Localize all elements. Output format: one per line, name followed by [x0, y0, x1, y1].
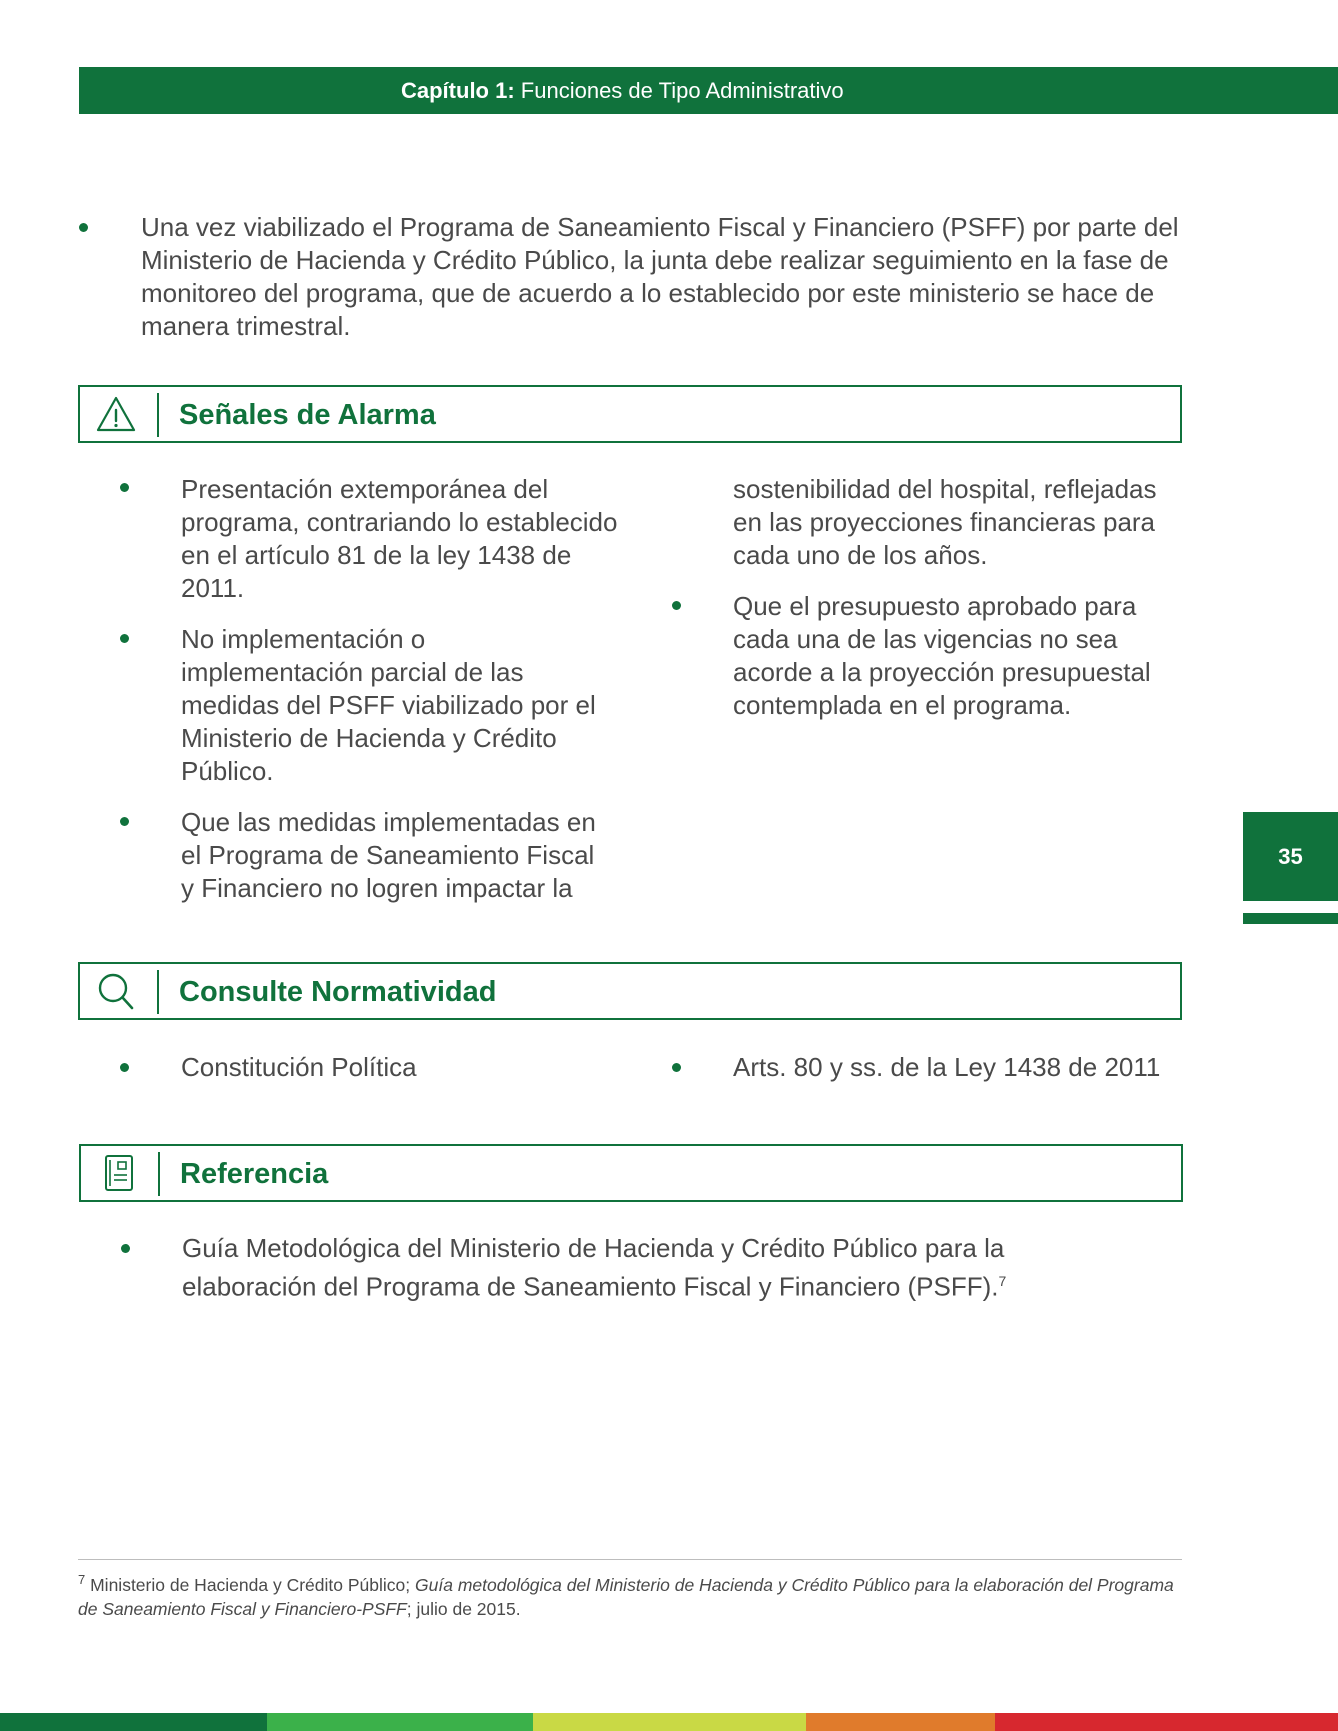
alarm-section-header	[78, 385, 1182, 443]
chapter-header	[79, 67, 1338, 114]
footnote-number: 7	[78, 1572, 86, 1587]
alarm-item-1: Presentación extemporánea del programa, contrariando lo establecido en el artículo 81 de la ley 1438 de 2011.	[181, 474, 618, 603]
list-bullet	[120, 634, 129, 643]
list-bullet	[672, 601, 681, 610]
chapter-heading	[401, 67, 844, 114]
section-divider	[158, 1152, 160, 1196]
page-number: 35	[1243, 812, 1338, 901]
normatividad-section-title: Consulte Normatividad	[179, 976, 497, 1008]
referencia-body: Guía Metodológica del Ministerio de Hacienda y Crédito Público para la elaboración del Programa de Saneamiento Fiscal y Financiero (PSFF).	[182, 1233, 1005, 1302]
referencia-section-header	[79, 1144, 1183, 1202]
list-bullet	[672, 1063, 681, 1072]
normatividad-section-header	[78, 962, 1182, 1020]
list-bullet	[120, 1063, 129, 1072]
color-strip-segment	[995, 1713, 1338, 1731]
list-bullet	[120, 483, 129, 492]
intro-paragraph: Una vez viabilizado el Programa de Saneamiento Fiscal y Financiero (PSFF) por parte del Ministerio de Hacienda y Crédito Público, la junta debe realizar seguimiento en la fase de monitoreo del programa, que de acuerdo a lo establecido por este ministerio se hace de manera trimestral.	[141, 212, 1179, 341]
list-bullet	[121, 1244, 130, 1253]
referencia-section-title: Referencia	[180, 1158, 329, 1190]
alarm-section-title: Señales de Alarma	[179, 399, 436, 431]
normatividad-item-2: Arts. 80 y ss. de la Ley 1438 de 2011	[733, 1052, 1161, 1082]
footnote	[78, 1568, 1188, 1621]
chapter-label: Capítulo 1:	[401, 78, 515, 103]
color-strip-segment	[533, 1713, 806, 1731]
footnote-rule	[78, 1559, 1182, 1560]
search-icon	[94, 971, 138, 1011]
footnote-tail: ; julio de 2015.	[406, 1598, 521, 1619]
list-bullet	[120, 817, 129, 826]
alarm-item-2: No implementación o implementación parcial de las medidas del PSFF viabilizado por el Ministerio de Hacienda y Crédito Público.	[181, 624, 596, 786]
color-strip-segment	[267, 1713, 533, 1731]
document-icon	[95, 1153, 139, 1193]
intro-bullet	[79, 223, 88, 232]
referencia-text	[182, 1232, 1082, 1304]
chapter-title: Funciones de Tipo Administrativo	[520, 78, 844, 103]
warning-triangle-icon	[94, 394, 138, 434]
section-divider	[157, 393, 159, 437]
footnote-title: Guía metodológica del Ministerio de Hacienda y Crédito Público para la elaboración del Programa de Saneamiento Fiscal y Financiero-PSFF	[78, 1574, 1174, 1619]
alarm-item-3: Que las medidas implementadas en el Programa de Saneamiento Fiscal y Financiero no logren impactar la	[181, 807, 596, 903]
footnote-lead: Ministerio de Hacienda y Crédito Público;	[90, 1574, 411, 1595]
color-strip-segment	[806, 1713, 995, 1731]
page-tab-line	[1243, 913, 1338, 924]
color-strip-segment	[0, 1713, 267, 1731]
footnote-mark: 7	[998, 1273, 1007, 1289]
alarm-item-4: Que el presupuesto aprobado para cada una de las vigencias no sea acorde a la proyección presupuestal contemplada en el programa.	[733, 591, 1151, 720]
normatividad-item-1: Constitución Política	[181, 1052, 417, 1082]
alarm-item-3-continuation: sostenibilidad del hospital, reflejadas en las proyecciones financieras para cada uno de los años.	[733, 474, 1157, 570]
section-divider	[157, 970, 159, 1014]
